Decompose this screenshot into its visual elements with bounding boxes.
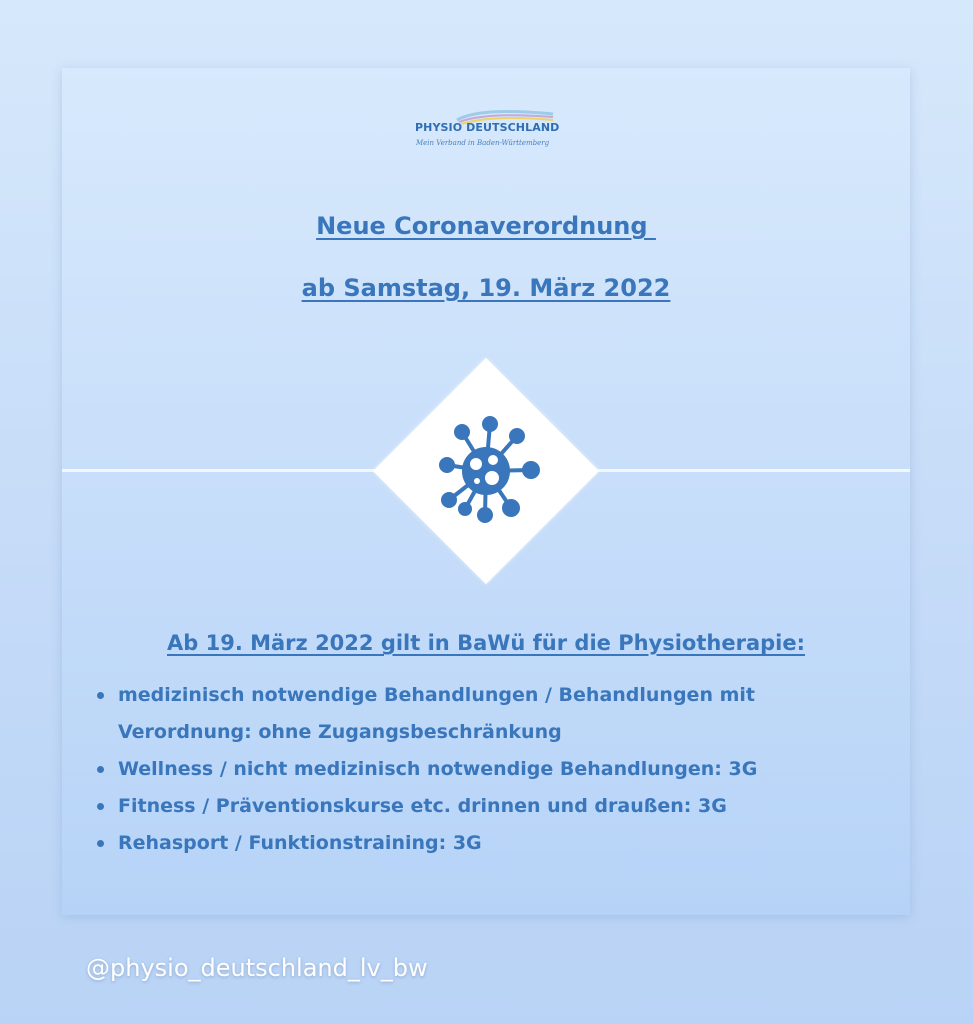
account-handle[interactable]: @physio_deutschland_lv_bw bbox=[86, 954, 428, 982]
list-item: medizinisch notwendige Behandlungen / Behandlungen mit Verordnung: ohne Zugangsbeschränkung bbox=[92, 677, 892, 751]
rules-list bbox=[92, 677, 892, 862]
list-item: Rehasport / Funktionstraining: 3G bbox=[92, 825, 892, 862]
list-item: Fitness / Präventionskurse etc. drinnen und draußen: 3G bbox=[92, 788, 892, 825]
physio-deutschland-logo bbox=[415, 108, 560, 154]
post-card bbox=[62, 68, 910, 915]
list-item: Wellness / nicht medizinisch notwendige Behandlungen: 3G bbox=[92, 751, 892, 788]
logo-name: PHYSIO DEUTSCHLAND bbox=[415, 121, 560, 134]
section-title: Ab 19. März 2022 gilt in BaWü für die Physiotherapie: bbox=[167, 631, 805, 655]
logo-tagline: Mein Verband in Baden-Württemberg bbox=[416, 139, 550, 147]
headline-line-1: Neue Coronaverordnung bbox=[316, 212, 656, 240]
virus-icon bbox=[416, 401, 556, 541]
headline-line-2: ab Samstag, 19. März 2022 bbox=[301, 274, 671, 302]
